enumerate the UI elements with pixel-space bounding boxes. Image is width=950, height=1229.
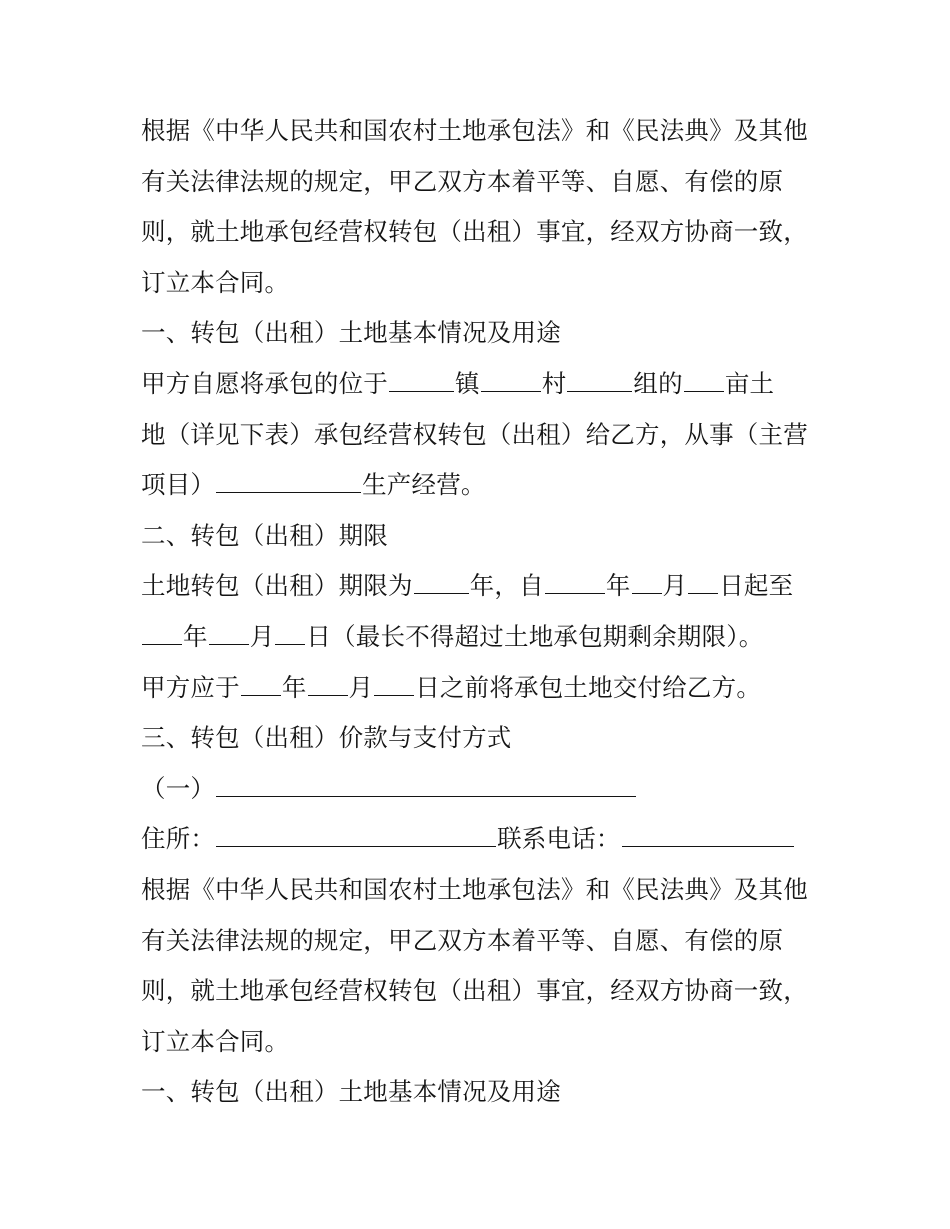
text-fragment: 日（最长不得超过土地承包期剩余期限）。 [306, 621, 764, 651]
project-blank [216, 466, 361, 493]
text-fragment: 年 [605, 571, 631, 601]
contact-line [141, 814, 821, 865]
paragraph-line: 地（详见下表）承包经营权转包（出租）给乙方，从事（主营 [141, 419, 808, 449]
text-fragment: 日之前将承包土地交付给乙方。 [415, 672, 762, 702]
section-heading-1: 一、转包（出租）土地基本情况及用途 [141, 318, 561, 348]
text-fragment: 联系电话： [497, 824, 621, 854]
paragraph-line: 订立本合同。 [141, 267, 290, 297]
start-year-blank [545, 567, 605, 594]
delivery-year-blank [241, 669, 281, 696]
group-blank [567, 365, 632, 392]
text-fragment: （一） [141, 773, 216, 803]
paragraph-line: 有关法律法规的规定，甲乙双方本着平等、自愿、有偿的原 [141, 925, 784, 955]
section-heading-3: 三、转包（出租）价款与支付方式 [141, 723, 512, 753]
years-blank [414, 567, 469, 594]
text-fragment: 镇 [455, 368, 480, 398]
text-fragment: 亩土 [724, 368, 775, 398]
village-blank [481, 365, 541, 392]
delivery-line [141, 663, 821, 714]
item-one-blank [216, 770, 636, 797]
text-fragment: 年，自 [469, 571, 544, 601]
text-fragment: 年 [281, 672, 307, 702]
paragraph-line: 订立本合同。 [141, 1026, 290, 1056]
text-fragment: 土地转包（出租）期限为 [141, 571, 413, 601]
text-fragment: 甲方应于 [141, 672, 240, 702]
paragraph-line: 根据《中华人民共和国农村土地承包法》和《民法典》及其他 [141, 116, 808, 145]
phone-blank [622, 820, 794, 847]
address-blank [216, 820, 496, 847]
land-location-line [141, 359, 821, 410]
paragraph-line: 根据《中华人民共和国农村土地承包法》和《民法典》及其他 [141, 874, 808, 904]
text-fragment: 月 [348, 672, 374, 702]
town-blank [389, 365, 454, 392]
text-fragment: 项目） [141, 470, 216, 500]
term-line-1 [141, 561, 821, 612]
start-month-blank [632, 567, 662, 594]
paragraph-line: 则，就土地承包经营权转包（出租）事宜，经双方协商一致， [141, 976, 808, 1006]
item-one-line [141, 764, 821, 815]
main-project-line [141, 460, 821, 511]
section-heading-2: 二、转包（出租）期限 [141, 520, 388, 550]
end-year-blank [142, 618, 182, 645]
text-fragment: 日起至 [719, 571, 794, 601]
end-month-blank [209, 618, 249, 645]
document-body [141, 106, 821, 1118]
text-fragment: 月 [249, 621, 275, 651]
area-blank [684, 365, 724, 392]
text-fragment: 住所： [141, 824, 216, 854]
term-line-2 [141, 612, 821, 663]
text-fragment: 生产经营。 [362, 470, 486, 500]
start-day-blank [688, 567, 718, 594]
end-day-blank [275, 618, 305, 645]
delivery-month-blank [308, 669, 348, 696]
text-fragment: 村 [541, 368, 567, 398]
delivery-day-blank [374, 669, 414, 696]
text-fragment: 年 [183, 621, 208, 651]
section-heading-1-repeat: 一、转包（出租）土地基本情况及用途 [141, 1077, 561, 1107]
text-fragment: 月 [662, 571, 688, 601]
text-fragment: 组的 [633, 368, 683, 398]
text-fragment: 甲方自愿将承包的位于 [141, 368, 388, 398]
paragraph-line: 则，就土地承包经营权转包（出租）事宜，经双方协商一致， [141, 217, 808, 247]
paragraph-line: 有关法律法规的规定，甲乙双方本着平等、自愿、有偿的原 [141, 166, 784, 196]
